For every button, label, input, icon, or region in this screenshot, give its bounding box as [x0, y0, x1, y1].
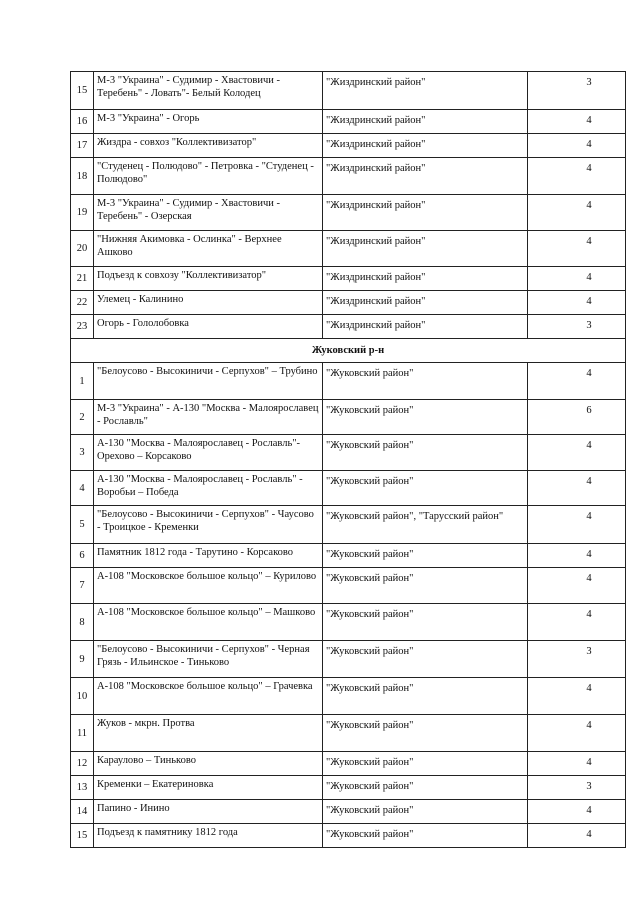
table-row: [71, 400, 626, 435]
road-name: Огорь - Гололобовка: [94, 315, 323, 339]
table-row: [71, 800, 626, 824]
section-title: Жуковский р-н: [71, 339, 626, 363]
table-row: [71, 752, 626, 776]
table-row: [71, 231, 626, 267]
district-name: "Жуковский район": [323, 715, 528, 752]
district-name: "Жуковский район": [323, 752, 528, 776]
table-row: [71, 195, 626, 231]
row-number: 19: [71, 195, 94, 231]
table-row: [71, 267, 626, 291]
road-category: 4: [528, 134, 626, 158]
table-row: [71, 435, 626, 471]
table-row: [71, 110, 626, 134]
road-name: М-3 "Украина" - Огорь: [94, 110, 323, 134]
road-category: 3: [528, 641, 626, 678]
district-name: "Жуковский район": [323, 544, 528, 568]
row-number: 23: [71, 315, 94, 339]
road-name: Папино - Инино: [94, 800, 323, 824]
road-category: 4: [528, 715, 626, 752]
row-number: 9: [71, 641, 94, 678]
road-category: 4: [528, 195, 626, 231]
road-category: 4: [528, 471, 626, 506]
table-row: [71, 824, 626, 848]
row-number: 15: [71, 72, 94, 110]
district-name: "Жиздринский район": [323, 110, 528, 134]
district-name: "Жуковский район": [323, 604, 528, 641]
road-name: А-108 "Московское большое кольцо" – Курилово: [94, 568, 323, 604]
road-name: А-130 "Москва - Малоярославец - Рославль" - Воробьи – Победа: [94, 471, 323, 506]
table-row: [71, 315, 626, 339]
row-number: 2: [71, 400, 94, 435]
district-name: "Жиздринский район": [323, 195, 528, 231]
road-name: "Нижняя Акимовка - Ослинка" - Верхнее Ашково: [94, 231, 323, 267]
road-name: М-3 "Украина" - Судимир - Хвастовичи - Теребень" - Озерская: [94, 195, 323, 231]
road-category: 3: [528, 72, 626, 110]
table-row: [71, 72, 626, 110]
road-category: 4: [528, 231, 626, 267]
row-number: 6: [71, 544, 94, 568]
road-category: 4: [528, 678, 626, 715]
district-name: "Жуковский район", "Тарусский район": [323, 506, 528, 544]
road-category: 4: [528, 363, 626, 400]
road-category: 6: [528, 400, 626, 435]
row-number: 7: [71, 568, 94, 604]
road-name: Жиздра - совхоз "Коллективизатор": [94, 134, 323, 158]
road-category: 4: [528, 800, 626, 824]
road-category: 4: [528, 568, 626, 604]
road-name: "Белоусово - Высокиничи - Серпухов" - Черная Грязь - Ильинское - Тиньково: [94, 641, 323, 678]
road-name: "Белоусово - Высокиничи - Серпухов" - Чаусово - Троицкое - Кременки: [94, 506, 323, 544]
road-category: 4: [528, 544, 626, 568]
table-row: [71, 158, 626, 195]
district-name: "Жуковский район": [323, 568, 528, 604]
district-name: "Жиздринский район": [323, 72, 528, 110]
row-number: 20: [71, 231, 94, 267]
row-number: 22: [71, 291, 94, 315]
road-category: 4: [528, 824, 626, 848]
table-row: [71, 544, 626, 568]
road-category: 4: [528, 291, 626, 315]
road-category: 4: [528, 506, 626, 544]
row-number: 17: [71, 134, 94, 158]
district-name: "Жуковский район": [323, 363, 528, 400]
table-row: [71, 134, 626, 158]
district-name: "Жуковский район": [323, 435, 528, 471]
row-number: 4: [71, 471, 94, 506]
road-category: 4: [528, 752, 626, 776]
row-number: 11: [71, 715, 94, 752]
table-row: [71, 471, 626, 506]
row-number: 15: [71, 824, 94, 848]
district-name: "Жуковский район": [323, 400, 528, 435]
row-number: 8: [71, 604, 94, 641]
roads-table: [70, 71, 626, 848]
road-name: Караулово – Тиньково: [94, 752, 323, 776]
road-name: А-130 "Москва - Малоярославец - Рославль"- Орехово – Корсаково: [94, 435, 323, 471]
row-number: 13: [71, 776, 94, 800]
district-name: "Жиздринский район": [323, 291, 528, 315]
row-number: 12: [71, 752, 94, 776]
row-number: 1: [71, 363, 94, 400]
road-name: А-108 "Московское большое кольцо" – Грачевка: [94, 678, 323, 715]
row-number: 18: [71, 158, 94, 195]
road-category: 4: [528, 267, 626, 291]
table-row: [71, 678, 626, 715]
district-name: "Жуковский район": [323, 824, 528, 848]
road-category: 4: [528, 604, 626, 641]
table-row: [71, 776, 626, 800]
road-category: 3: [528, 776, 626, 800]
row-number: 5: [71, 506, 94, 544]
district-name: "Жиздринский район": [323, 134, 528, 158]
row-number: 10: [71, 678, 94, 715]
district-name: "Жуковский район": [323, 800, 528, 824]
row-number: 16: [71, 110, 94, 134]
table-row: [71, 641, 626, 678]
road-name: Улемец - Калинино: [94, 291, 323, 315]
road-category: 4: [528, 110, 626, 134]
road-name: Подъезд к совхозу "Коллективизатор": [94, 267, 323, 291]
road-name: М-3 "Украина" - Судимир - Хвастовичи - Теребень" - Ловать"- Белый Колодец: [94, 72, 323, 110]
road-name: "Белоусово - Высокиничи - Серпухов" – Трубино: [94, 363, 323, 400]
row-number: 14: [71, 800, 94, 824]
table-row: [71, 291, 626, 315]
road-name: Кременки – Екатериновка: [94, 776, 323, 800]
row-number: 21: [71, 267, 94, 291]
road-category: 3: [528, 315, 626, 339]
road-name: Жуков - мкрн. Протва: [94, 715, 323, 752]
table-row: [71, 506, 626, 544]
road-name: Памятник 1812 года - Тарутино - Корсаково: [94, 544, 323, 568]
road-name: Подъезд к памятнику 1812 года: [94, 824, 323, 848]
table-row: [71, 568, 626, 604]
district-name: "Жиздринский район": [323, 315, 528, 339]
road-category: 4: [528, 158, 626, 195]
road-name: М-3 "Украина" - А-130 "Москва - Малоярославец - Рославль": [94, 400, 323, 435]
road-name: "Студенец - Полюдово" - Петровка - "Студенец - Полюдово": [94, 158, 323, 195]
table-row: [71, 363, 626, 400]
section-header-row: [71, 339, 626, 363]
road-name: А-108 "Московское большое кольцо" – Машково: [94, 604, 323, 641]
table-row: [71, 715, 626, 752]
district-name: "Жуковский район": [323, 471, 528, 506]
district-name: "Жиздринский район": [323, 158, 528, 195]
district-name: "Жуковский район": [323, 641, 528, 678]
district-name: "Жуковский район": [323, 678, 528, 715]
row-number: 3: [71, 435, 94, 471]
road-category: 4: [528, 435, 626, 471]
table-row: [71, 604, 626, 641]
district-name: "Жиздринский район": [323, 267, 528, 291]
roads-table-body: [71, 72, 626, 848]
district-name: "Жиздринский район": [323, 231, 528, 267]
district-name: "Жуковский район": [323, 776, 528, 800]
